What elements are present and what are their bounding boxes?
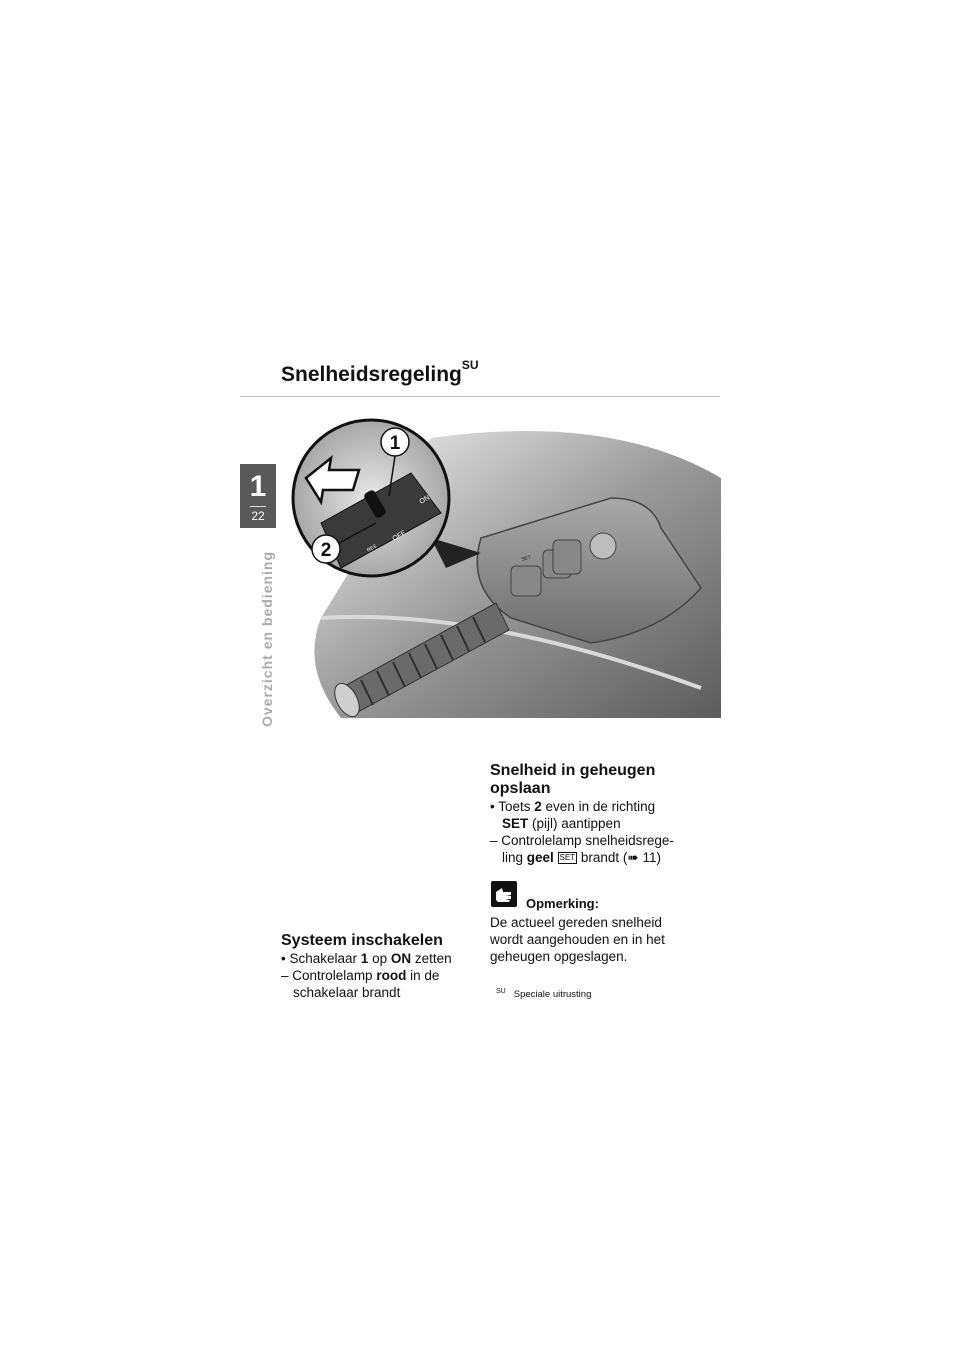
handlebar-switch-illustration <box>281 418 721 718</box>
section2-item1: • Toets 2 even in de richting <box>490 799 656 814</box>
title-superscript: SU <box>461 358 479 372</box>
label-on: ON <box>418 494 432 506</box>
section-label: Overzicht en bediening <box>259 550 275 727</box>
rotary-knob <box>590 533 616 559</box>
section-store-speed <box>490 762 720 866</box>
section1-item2-cont: schakelaar brandt <box>293 985 401 1000</box>
section-system-on <box>281 932 471 1001</box>
section2-item2: – Controlelamp snelheidsrege- <box>490 833 674 848</box>
section2-item2-cont: ling geel SET brandt (➠ 11) <box>502 850 661 865</box>
page-number: 22 <box>251 509 265 523</box>
callout-1-label: 1 <box>389 433 401 454</box>
note-hand-icon <box>490 880 518 908</box>
note-label: Opmerking: <box>526 896 599 911</box>
note-text: De actueel gereden snelheid wordt aangehouden en in het geheugen opgeslagen. <box>490 915 665 964</box>
footnote: $^{SU}$ Speciale uitrusting <box>496 988 592 1001</box>
section1-item1: • Schakelaar 1 op ON zetten <box>281 951 452 966</box>
chapter-divider <box>250 506 266 507</box>
page-title: Snelheidsregeling$^{SU}$ <box>281 358 479 386</box>
section2-heading-line2: opslaan <box>490 780 551 797</box>
chapter-number: 1 <box>249 470 267 503</box>
section2-heading-line1: Snelheid in geheugen <box>490 762 656 779</box>
section2-item1-cont: SET (pijl) aantippen <box>502 816 621 831</box>
callout-2-label: 2 <box>320 540 332 561</box>
section1-heading: Systeem inschakelen <box>281 932 443 949</box>
set-indicator-icon: SET <box>559 853 576 862</box>
section1-item2: – Controlelamp rood in de <box>281 968 440 983</box>
label-off: OFF <box>391 529 408 543</box>
label-res: RES <box>366 543 378 554</box>
switch-button-c <box>553 540 581 574</box>
label-set: SET <box>520 554 532 563</box>
page-reference-arrow-icon: ➠ <box>627 850 639 865</box>
title-divider <box>240 396 720 397</box>
switch-button-a <box>511 566 541 596</box>
